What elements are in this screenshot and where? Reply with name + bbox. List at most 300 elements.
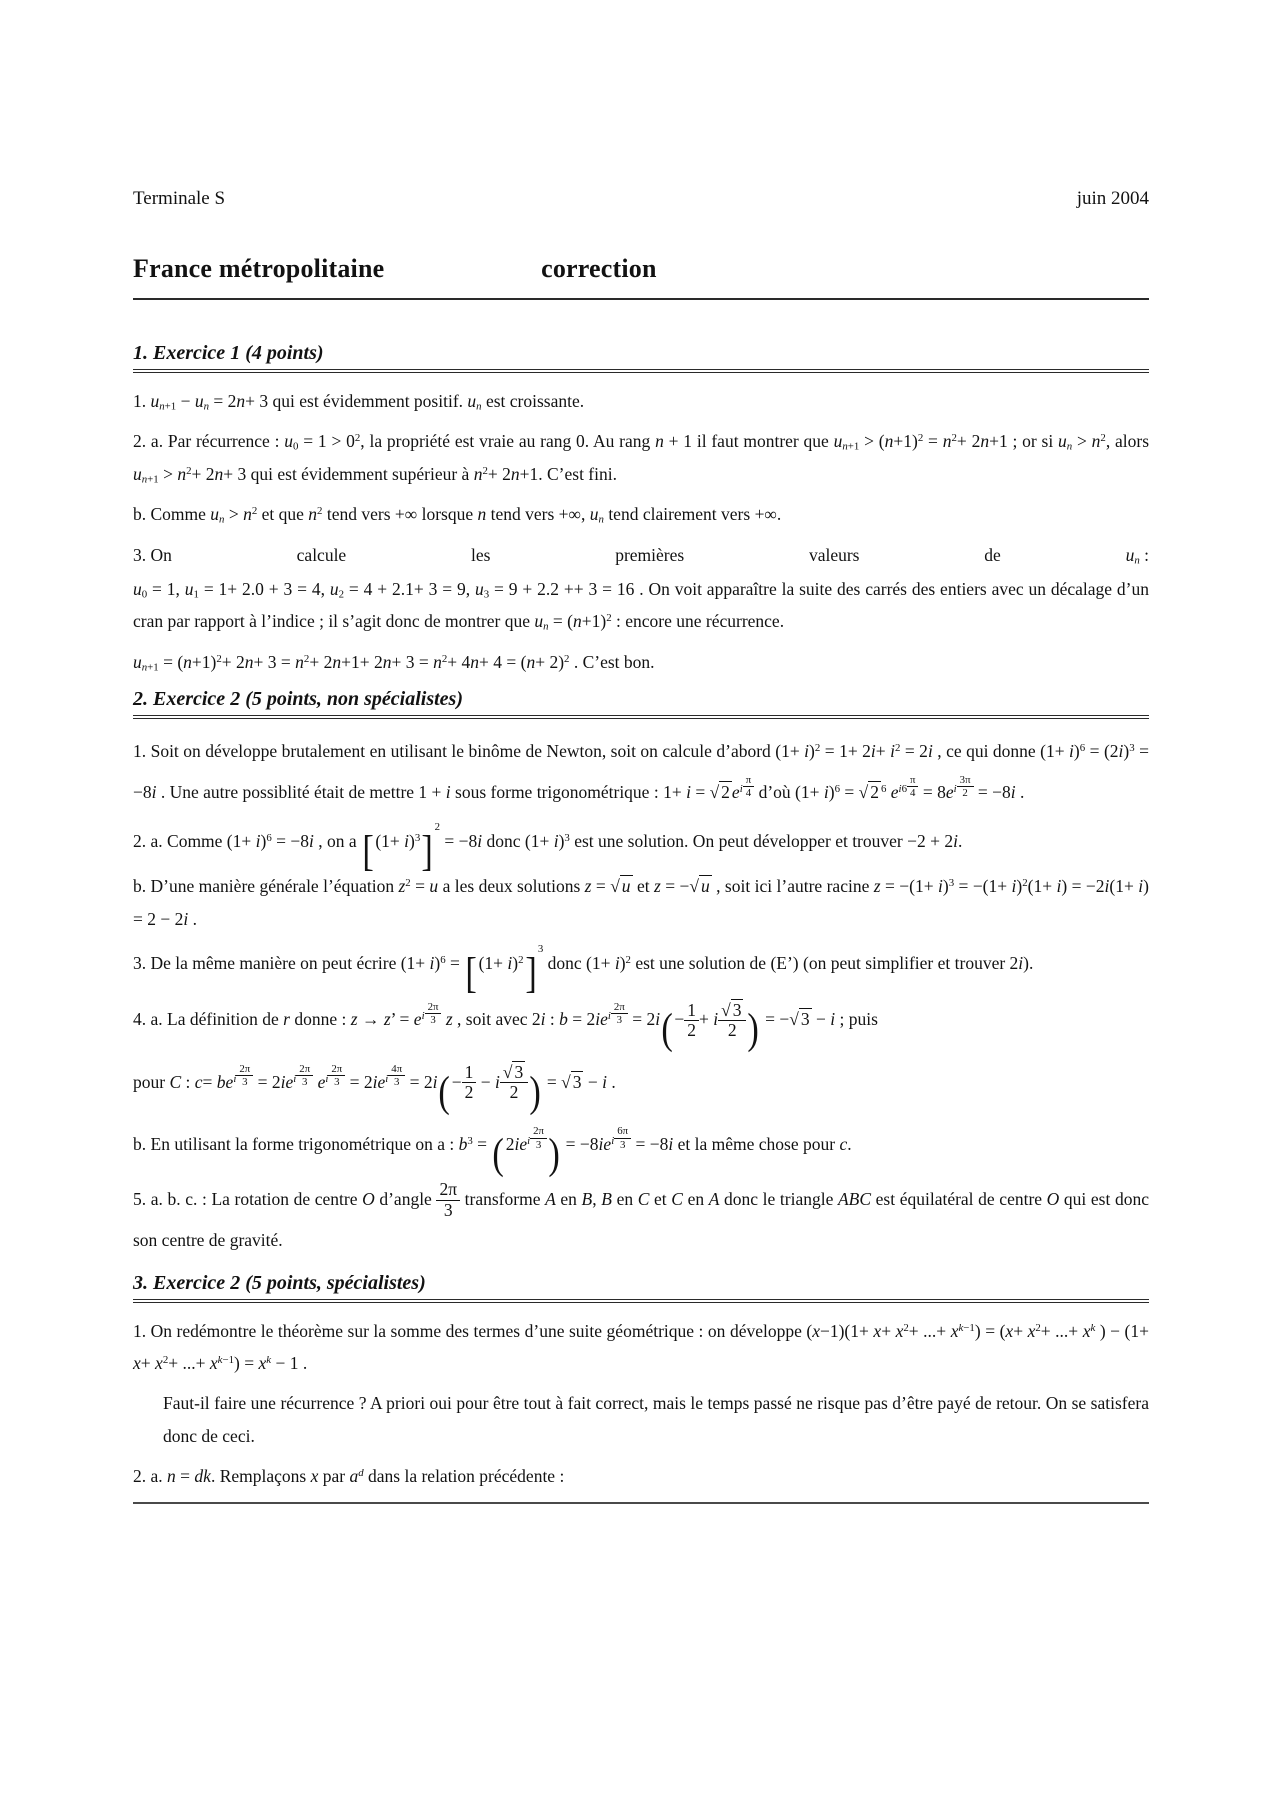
square-root <box>561 1071 583 1092</box>
math-variable: i <box>1056 876 1062 897</box>
math-variable: i <box>1118 741 1124 761</box>
math-variable: n <box>141 473 148 486</box>
math-variable: i <box>553 831 559 852</box>
math-variable: n <box>473 463 483 484</box>
superscript: 2 <box>917 432 924 445</box>
math-variable: i <box>898 783 902 796</box>
numerator <box>500 1063 528 1084</box>
denominator: 3 <box>616 1014 623 1027</box>
math-variable: ie <box>595 1009 608 1030</box>
math-variable: B <box>581 1189 593 1209</box>
square-root <box>689 875 711 896</box>
justified-word: premières <box>615 544 685 565</box>
numerator: π <box>743 774 754 787</box>
math-variable: x <box>1005 1320 1014 1341</box>
radical-sign: √ <box>789 1009 799 1030</box>
paragraph: b. D’une manière générale l’équation $z^2 = u$ a les deux solutions z = √ u et z = −√ u , soit ici l’autre racine $z = -(1+ i)^3 = -(1+ i)^2(1+ i) = -2i(1+ i) = 2 - 2i$ . <box>133 876 1149 929</box>
square-root <box>503 1061 525 1082</box>
math-variable: n <box>433 651 442 672</box>
superscript: 2 <box>814 742 821 755</box>
math-variable: n <box>884 431 894 452</box>
math-variable: x <box>812 1320 820 1341</box>
superscript: 3 <box>414 832 421 845</box>
paragraph: 1. $u_{n+1} - u_n = 2n+ 3$ qui est évidemment positif. $u_n$ est croissante. <box>133 391 585 413</box>
paragraph: 3. De la même manière on peut écrire $(1+ i)^6 = [(1+ i)^2]^3$ donc $(1+ i)^2$ est une solution de (E’) (on peut simplifier et trouver 2i). <box>133 943 1034 998</box>
math-variable: ABC <box>837 1189 872 1209</box>
numerator: 2π <box>328 1063 345 1076</box>
radicand: 2 <box>721 782 730 803</box>
paragraph: $u_0 = 1$, $u_1 = 1+ 2.0 + 3 = 4$, $u_2 = 4 + 2.1+ 3 = 9$, $u_3 = 9 + 2.2 ++ 3 = 16$ . On voit apparaître la suite des carrés des entiers avec un décalage d’un cran par rapport à l’indice ; il s’agit donc de montrer que $u_n = (n+1)^2$ : encore une récurrence. <box>133 578 1150 633</box>
fenced-group: $[(1+ i)^3]^2$ <box>362 821 440 876</box>
group-exponent: 3 <box>537 943 544 956</box>
math-variable: u <box>700 876 710 897</box>
superscript: 2 <box>1100 432 1106 445</box>
math-variable: n <box>573 611 582 632</box>
fenced-group: ($2ie^{i \frac{2\pi}{3}}$ ) <box>492 1125 560 1178</box>
math-variable: u <box>1058 431 1067 452</box>
subscript <box>1067 441 1072 453</box>
radical-sign: √ <box>689 876 699 897</box>
radical-sign: √ <box>502 1061 513 1082</box>
justified-word: calcule <box>296 544 347 565</box>
math-variable: z <box>398 876 406 897</box>
math-variable: d <box>358 1467 364 1480</box>
math-variable: z <box>654 876 661 897</box>
math-variable: z <box>873 876 881 897</box>
superscript: 2 <box>625 954 631 967</box>
math-variable: u <box>284 431 294 452</box>
math-variable: i <box>739 783 743 796</box>
denominator: 3 <box>619 1138 626 1151</box>
math-variable: i <box>1104 876 1110 897</box>
math-variable: n <box>177 463 187 484</box>
radicand: 3 <box>514 1061 524 1082</box>
denominator: 3 <box>302 1076 308 1089</box>
math-variable: i <box>938 876 943 897</box>
radicand: 3 <box>800 1009 810 1030</box>
math-variable: i <box>607 1010 611 1023</box>
math-variable: n <box>980 431 990 452</box>
math-variable: i <box>611 1134 615 1147</box>
math-variable: x <box>950 1320 959 1341</box>
math-variable: i <box>293 1072 297 1085</box>
radical-sign: √ <box>858 782 869 803</box>
math-variable: x <box>209 1352 218 1373</box>
numerator: 1 <box>462 1063 477 1084</box>
paragraph: 2. a. n = dk. Remplaçons x par $a^d$ dans la relation précédente : <box>133 1466 565 1487</box>
numerator <box>718 1001 746 1022</box>
fraction <box>296 1063 313 1088</box>
math-variable: i <box>325 1072 329 1085</box>
superscript: 2 <box>894 742 901 755</box>
math-variable: n <box>167 1466 176 1487</box>
superscript: 2 <box>251 505 258 518</box>
numerator: 2π <box>296 1063 313 1076</box>
radicand <box>699 875 712 896</box>
math-variable: n <box>598 513 604 526</box>
superscript: 2 <box>606 612 612 625</box>
math-variable: k <box>217 1353 223 1366</box>
math-variable: i <box>1138 876 1144 897</box>
numerator: 4π <box>388 1063 405 1076</box>
fraction <box>462 1063 477 1103</box>
math-variable: i <box>614 953 620 974</box>
math-variable: n <box>219 513 225 526</box>
math-variable: i <box>1011 876 1017 897</box>
math-variable: B <box>601 1189 612 1209</box>
radicand: 3 <box>732 999 742 1020</box>
math-variable: a <box>349 1466 359 1487</box>
denominator: 2 <box>727 1020 737 1041</box>
math-variable: i <box>804 741 810 761</box>
group-content: − $\frac{1}{2}$ − i $\frac{√ 3}{2}$ <box>452 1072 528 1092</box>
denominator: 3 <box>535 1138 542 1151</box>
fraction <box>425 1001 442 1026</box>
fraction <box>328 1063 345 1088</box>
paragraph: 4. a. La définition de r donne : z → z’ = $e^{i \frac{2\pi}{3}}$ z , soit avec 2i : $b = 2ie^{i \frac{2\pi}{3}}$ = 2i(− $\frac{1}{2}$ + i $\frac{√ 3}{2}$ ) = −√ 3 − i ; puis <box>133 999 878 1054</box>
denominator: 2 <box>962 786 968 799</box>
math-variable: i <box>477 831 483 852</box>
math-variable: be <box>216 1071 234 1092</box>
subscript <box>543 621 548 633</box>
math-variable: n <box>159 400 165 413</box>
math-variable: i <box>870 741 876 761</box>
fraction <box>611 1001 628 1026</box>
math-variable: i <box>527 1134 531 1147</box>
subscript <box>476 401 481 413</box>
math-variable: n <box>244 651 254 672</box>
superscript: 3 <box>948 877 955 890</box>
math-variable: i <box>540 1009 546 1030</box>
fraction <box>718 1001 746 1041</box>
math-variable: i <box>404 831 410 852</box>
superscript: 2 <box>518 954 524 967</box>
math-variable: n <box>476 400 482 413</box>
math-variable: z <box>383 1009 391 1030</box>
math-variable: k <box>266 1353 272 1366</box>
superscript <box>293 1063 313 1089</box>
superscript: 3 <box>467 1134 473 1147</box>
fraction <box>907 774 918 799</box>
math-variable: i <box>1018 953 1024 974</box>
superscript: 6 <box>266 832 272 845</box>
fraction <box>436 1180 460 1220</box>
superscript: 2 <box>405 877 411 890</box>
superscript <box>527 1125 547 1151</box>
math-variable: c <box>194 1071 203 1092</box>
title-secondary: correction <box>541 254 657 283</box>
subscript: 3 <box>483 588 490 601</box>
superscript <box>953 773 974 799</box>
superscript <box>1090 1322 1095 1334</box>
math-variable: u <box>833 431 843 452</box>
math-variable: u <box>184 578 194 599</box>
math-variable: n <box>526 651 536 672</box>
paragraph: 2. a. Par récurrence : $u_0 = 1 > 0^2$, la propriété est vraie au rang 0. Au rang n + 1 il faut montrer que $u_{n+1} > (n+1)^2 = n^2+ 2n+1$ ; or si $u_n > n^2$, alors $u_{n+1} > n^2+ 2n+ 3$ qui est évidemment supérieur à $n^2+ 2n+1$. C’est fini. <box>133 431 1150 486</box>
paragraph: 1. On redémontre le théorème sur la somme des termes d’une suite géométrique : on développe $(x-1)(1+ x+ x^2+$ ...+ $x^{k-1}) = (x+ x^2+$ ...+ $x^k$ ) − ($1+ x+ x^2+$ ...+ $x^{k-1}) = x^k - 1$ . <box>133 1320 1149 1373</box>
radical-sign: √ <box>610 876 620 897</box>
superscript: 6 <box>1079 742 1086 755</box>
math-variable: i <box>432 1071 438 1092</box>
math-variable: e <box>413 1009 422 1030</box>
subscript <box>204 401 209 413</box>
denominator: 3 <box>334 1076 340 1089</box>
math-variable: n <box>382 651 392 672</box>
math-variable: A <box>708 1189 720 1209</box>
paragraph: 2. a. Comme $(1+ i)^6 = -8i$ , on a $[(1+ i)^3]^2 = -8i$ donc $(1+ i)^3$ est une solution. On peut développer et trouver −2 + 2i. <box>133 821 963 876</box>
superscript: i6 π 4 <box>899 783 919 795</box>
numerator: 2π <box>425 1001 442 1014</box>
superscript: 2 <box>1035 1321 1041 1334</box>
math-variable: x <box>310 1466 319 1487</box>
date-label: juin 2004 <box>1076 188 1149 209</box>
fraction <box>500 1063 528 1103</box>
math-variable: n <box>1134 554 1140 567</box>
math-variable: u <box>133 463 142 484</box>
math-variable: u <box>133 578 142 599</box>
numerator: 2π <box>611 1001 628 1014</box>
math-variable: i <box>494 1071 500 1092</box>
numerator: 6π <box>614 1125 631 1138</box>
paragraph: Faut-il faire une récurrence ? A priori oui pour être tout à fait correct, mais le temps passé ne risque pas d’être payé de retour. On se satisfera donc de ceci. <box>163 1393 1149 1446</box>
math-variable: i <box>830 1009 836 1030</box>
math-variable: n <box>543 620 549 633</box>
superscript <box>739 773 755 799</box>
math-variable: i <box>713 1009 719 1030</box>
section-heading: 1. Exercice 1 (4 points) <box>133 342 1149 373</box>
math-variable: k <box>958 1321 964 1334</box>
superscript: 3 <box>564 832 570 845</box>
document-body <box>133 342 1149 1504</box>
paragraph: 1. Soit on développe brutalement en utilisant le binôme de Newton, soit on calcule d’abord $(1+ i)^2 = 1+ 2i+ i^2 = 2i$ , ce qui donne $(1+ i)^6 = (2i)^3 = -8i$ . Une autre possiblité était de mettre 1 + i sous forme trigonométrique : 1+ i = √ 2 $e^{i \frac{\pi}{4}}$ d’où $(1+ i)^6$ = √ 2 $^6$ $e^{i6 \frac{\pi}{4}}$ = $8e^{i \frac{3\pi}{2}}$ = −8i . <box>133 741 1149 803</box>
subscript: 1 <box>193 588 199 601</box>
subscript: n+1 <box>141 661 159 674</box>
math-variable: C <box>169 1071 182 1092</box>
subscript: 0 <box>141 588 148 601</box>
math-variable: x <box>258 1352 267 1373</box>
math-variable: i <box>602 1071 607 1092</box>
math-variable: C <box>671 1189 683 1209</box>
superscript <box>325 1063 345 1089</box>
math-variable: i <box>183 908 189 929</box>
section-heading: 2. Exercice 2 (5 points, non spécialistes) <box>133 688 1149 719</box>
numerator: 2π <box>530 1125 547 1138</box>
math-variable: u <box>1125 544 1135 565</box>
subscript <box>599 514 604 526</box>
group-content: $(1+ i)^2$ <box>478 953 524 974</box>
math-variable: u <box>194 391 204 411</box>
math-variable: n <box>470 651 480 672</box>
math-variable: n <box>477 504 487 525</box>
math-variable: u <box>589 504 599 525</box>
math-variable: n <box>655 431 664 452</box>
superscript: 2 <box>903 1321 909 1334</box>
math-variable: e <box>945 782 954 803</box>
math-variable: x <box>895 1320 904 1341</box>
fraction <box>614 1125 631 1150</box>
math-variable: i <box>890 741 895 761</box>
horizontal-rule <box>133 1502 1149 1504</box>
group-exponent: 2 <box>434 821 440 834</box>
fraction <box>236 1063 253 1088</box>
denominator: 4 <box>910 786 916 799</box>
denominator: 2 <box>687 1020 696 1041</box>
justified-word: 3. On <box>133 544 172 565</box>
fraction <box>684 1001 699 1041</box>
math-variable: n <box>243 504 252 525</box>
math-variable: n <box>214 463 224 484</box>
math-variable: x <box>1082 1320 1091 1341</box>
justified-word: $u_n$ : <box>1125 544 1149 567</box>
math-variable: n <box>308 504 318 525</box>
math-variable: c <box>839 1133 848 1154</box>
math-variable: O <box>362 1189 375 1209</box>
math-variable: ie <box>372 1071 386 1092</box>
superscript <box>266 1354 271 1366</box>
math-variable: i <box>823 782 829 803</box>
math-variable: u <box>329 578 339 599</box>
superscript: 2 <box>186 464 192 477</box>
superscript: 2 <box>317 505 323 518</box>
paragraph: b. Comme $u_n > n^2$ et que $n^2$ tend vers +∞ lorsque n tend vers +∞, $u_n$ tend clairement vers +∞. <box>133 504 782 526</box>
superscript <box>233 1063 253 1089</box>
math-variable: ie <box>280 1071 294 1092</box>
math-variable: n <box>203 400 210 413</box>
course-label: Terminale S <box>133 188 226 209</box>
math-variable: C <box>637 1189 650 1209</box>
math-variable: x <box>1027 1320 1036 1341</box>
math-variable: n <box>295 651 304 672</box>
math-variable: i <box>953 831 958 852</box>
math-variable: e <box>731 782 740 803</box>
math-variable: i <box>953 783 957 796</box>
justified-word: valeurs <box>808 544 860 565</box>
justified-word: les <box>470 544 491 565</box>
math-variable: i <box>421 1010 425 1023</box>
radical-sign: √ <box>721 999 731 1020</box>
math-variable: b <box>559 1009 568 1030</box>
superscript: 6 <box>880 783 887 796</box>
superscript: 2 <box>1022 877 1028 890</box>
subscript: 2 <box>338 588 345 601</box>
superscript: 2 <box>354 432 361 445</box>
square-root <box>859 781 881 802</box>
math-variable: u <box>150 391 160 411</box>
math-variable: u <box>429 876 439 897</box>
math-variable: n <box>141 661 148 674</box>
subscript: n+1 <box>842 441 860 454</box>
superscript <box>611 1125 631 1151</box>
superscript: 2 <box>564 652 570 665</box>
numerator: 2π <box>236 1063 253 1076</box>
radicand: 2 <box>870 782 879 803</box>
paragraph: pour C : $c= be^{i \frac{2\pi}{3}}$ = $2ie^{i \frac{2\pi}{3}}$ $e^{i \frac{2\pi}{3}}$ = $2ie^{i \frac{4\pi}{3}}$ = 2i(− $\frac{1}{2}$ − i $\frac{√ 3}{2}$ ) = √ 3 − i . <box>133 1061 616 1116</box>
math-variable: e <box>890 782 899 803</box>
math-variable: dk <box>194 1466 211 1487</box>
superscript: 2 <box>216 652 222 665</box>
fraction <box>957 774 974 799</box>
math-variable: i <box>445 782 451 803</box>
math-variable: n <box>942 431 952 452</box>
fraction <box>388 1063 405 1088</box>
math-variable: u <box>467 391 477 411</box>
superscript: 2 <box>482 464 488 477</box>
math-variable: O <box>1046 1189 1060 1209</box>
denominator: 3 <box>430 1014 436 1027</box>
superscript: 2 <box>162 1353 169 1366</box>
math-variable: x <box>155 1352 163 1373</box>
subscript: 0 <box>293 441 299 454</box>
math-variable: i <box>309 831 314 852</box>
superscript: 2 <box>441 652 448 665</box>
fenced-group: $[(1+ i)^2]^3$ <box>465 943 544 998</box>
math-variable: ie <box>514 1133 528 1154</box>
math-variable: z <box>445 1009 453 1030</box>
fraction <box>530 1125 547 1150</box>
justified-line <box>133 539 1149 571</box>
numerator: 1 <box>684 1001 699 1022</box>
math-variable: n <box>183 651 192 672</box>
document-header <box>133 188 1149 210</box>
square-root <box>721 999 743 1020</box>
subscript <box>219 514 224 526</box>
superscript: 6 <box>834 783 840 796</box>
radical-sign: √ <box>561 1071 571 1092</box>
math-variable: n <box>332 651 342 672</box>
math-variable: u <box>210 504 220 525</box>
math-variable: i <box>1069 741 1074 761</box>
math-variable: i <box>927 741 933 761</box>
math-variable: i <box>507 953 513 974</box>
radicand: 3 <box>572 1071 582 1092</box>
denominator: 2 <box>464 1082 474 1103</box>
math-variable: x <box>133 1352 141 1373</box>
section-heading: 3. Exercice 2 (5 points, spécialistes) <box>133 1272 1149 1303</box>
fenced-group: (− $\frac{1}{2}$ + i $\frac{√ 3}{2}$ ) <box>661 999 760 1054</box>
superscript <box>421 1000 442 1027</box>
subscript: n+1 <box>159 400 177 413</box>
math-variable: i <box>255 831 261 852</box>
superscript <box>385 1063 405 1089</box>
math-variable: i <box>655 1009 661 1030</box>
superscript: 3 <box>1129 742 1135 755</box>
math-variable: b <box>458 1133 468 1154</box>
document-content <box>133 188 1149 1504</box>
denominator: 4 <box>745 786 752 799</box>
document-title <box>133 254 1149 300</box>
numerator: π <box>907 774 918 787</box>
numerator: 3π <box>957 774 974 787</box>
math-variable: n <box>236 391 246 411</box>
paragraph: b. En utilisant la forme trigonométrique on a : $b^3 = (2ie^{i \frac{2\pi}{3}}$ ) = $-8ie^{i \frac{6\pi}{3}}$ = −8i et la même chose pour c. <box>133 1125 852 1178</box>
group-content: − $\frac{1}{2}$ + i $\frac{√ 3}{2}$ <box>674 1009 746 1029</box>
fraction <box>743 774 754 799</box>
math-variable: ie <box>598 1133 612 1154</box>
math-variable: i <box>686 782 691 803</box>
math-variable: i <box>1010 782 1016 803</box>
title-main: France métropolitaine <box>133 254 385 283</box>
numerator: 2π <box>436 1180 460 1201</box>
math-variable: u <box>534 611 544 632</box>
math-variable: n <box>842 441 848 454</box>
superscript: 2 <box>303 652 310 665</box>
superscript: 6 <box>440 954 446 967</box>
square-root <box>789 1008 811 1029</box>
math-variable: u <box>133 651 142 672</box>
math-variable: e <box>317 1071 326 1092</box>
math-variable: k <box>1090 1321 1096 1334</box>
superscript: k−1 <box>958 1321 975 1334</box>
